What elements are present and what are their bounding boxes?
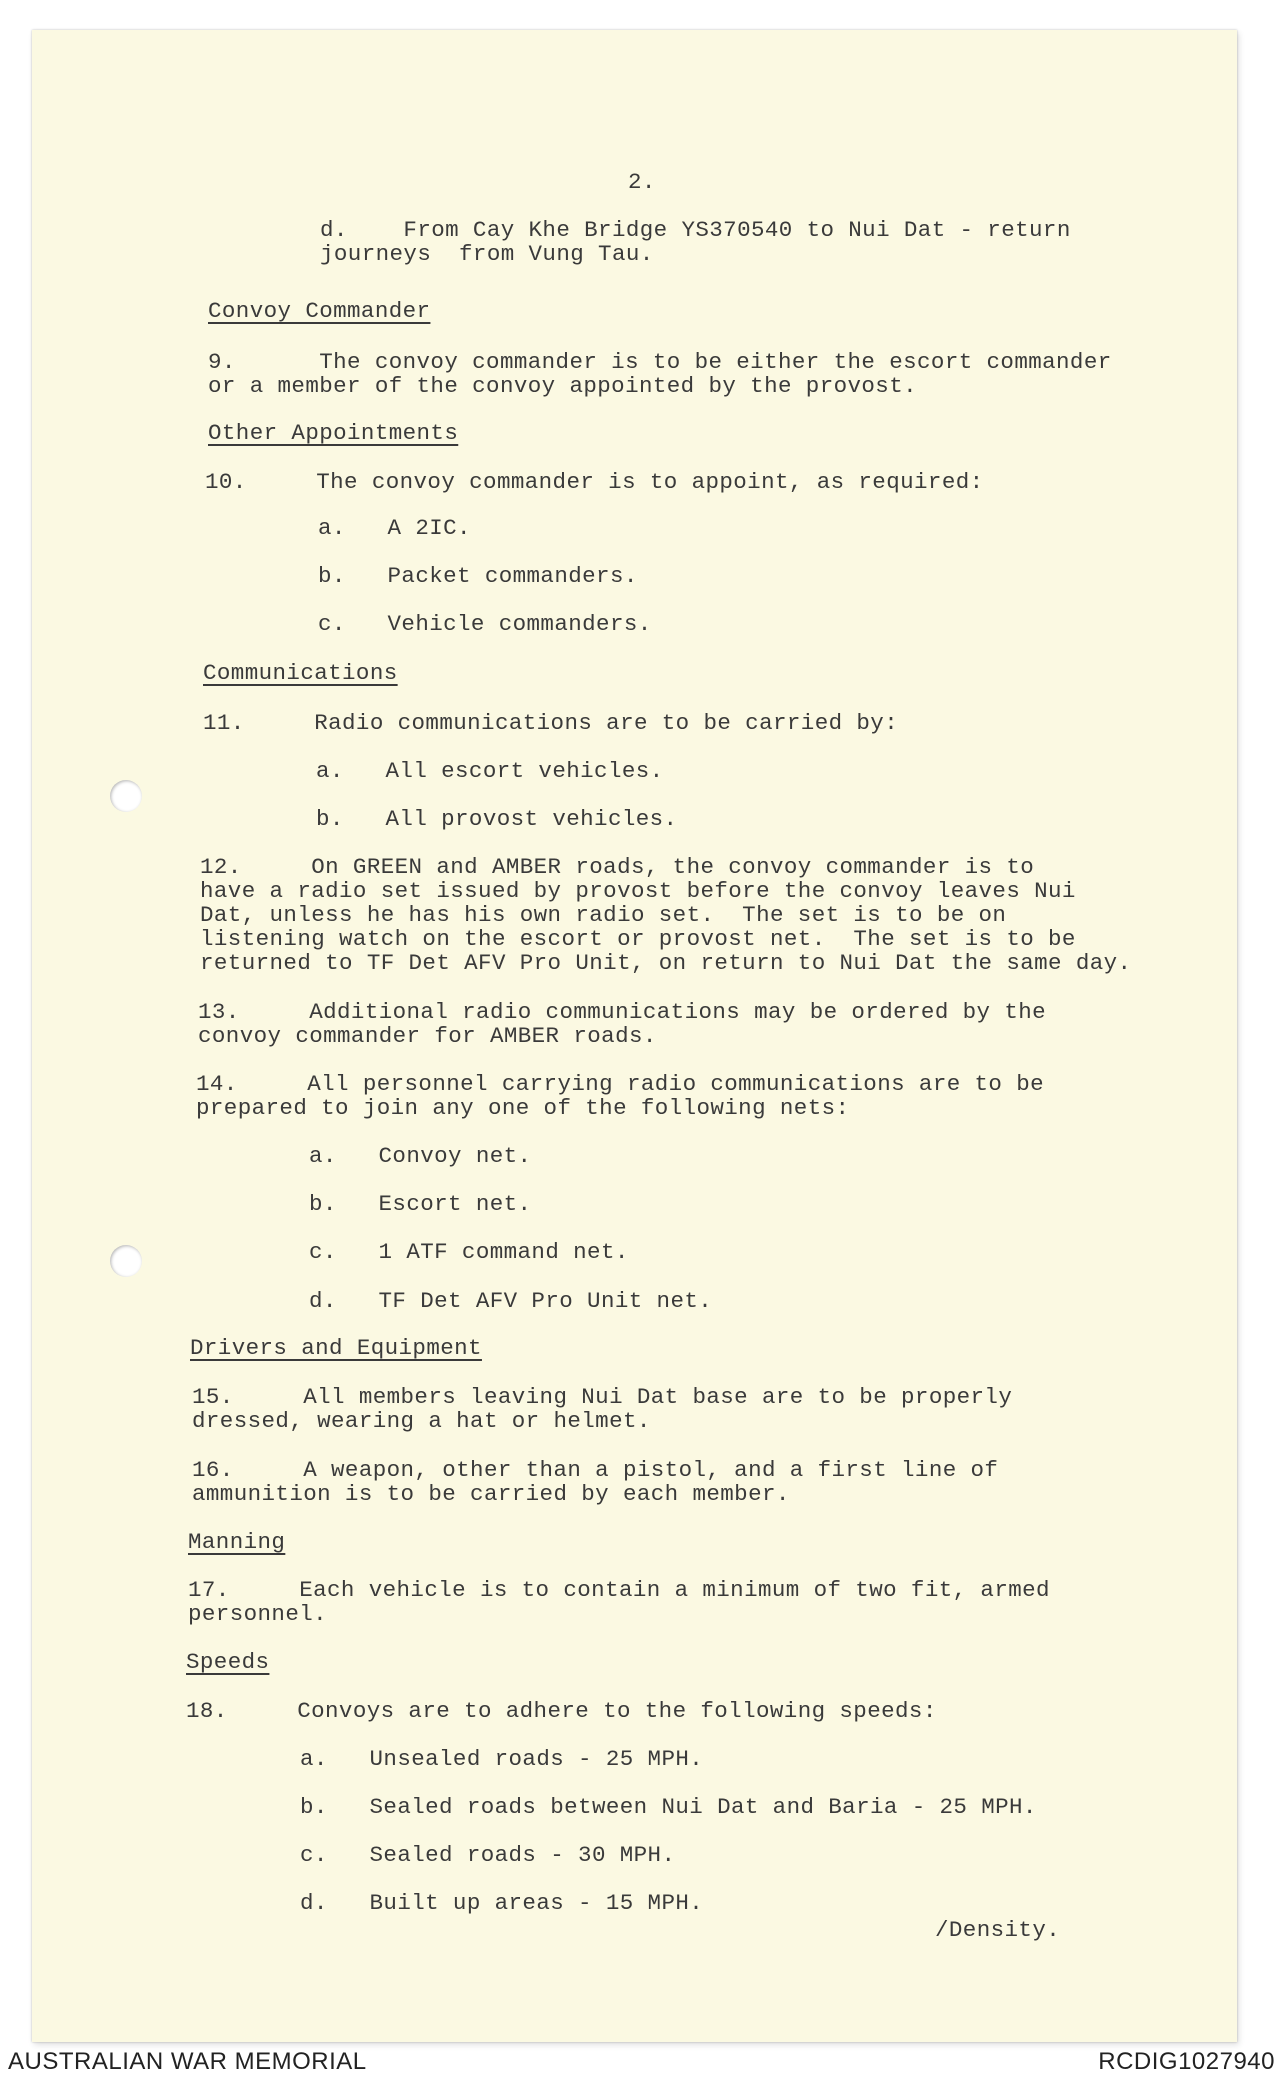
para-9-line2: or a member of the convoy appointed by the provost. — [208, 373, 918, 399]
para-11b: b. All provost vehicles. — [316, 806, 678, 832]
heading-manning: Manning — [188, 1529, 286, 1555]
para-14d: d. TF Det AFV Pro Unit net. — [309, 1288, 713, 1314]
para-18b: b. Sealed roads between Nui Dat and Baria - 25 MPH. — [300, 1794, 1037, 1820]
heading-other-appointments: Other Appointments — [208, 420, 459, 446]
para-13-line1: 13. Additional radio communications may be ordered by the — [198, 999, 1047, 1025]
para-11a: a. All escort vehicles. — [316, 758, 664, 784]
para-9-line1: 9. The convoy commander is to be either the escort commander — [208, 349, 1112, 375]
heading-speeds: Speeds — [186, 1649, 270, 1675]
para-12-line3: Dat, unless he has his own radio set. The set is to be on — [200, 902, 1007, 928]
para-18a: a. Unsealed roads - 25 MPH. — [300, 1746, 704, 1772]
para-12-line1: 12. On GREEN and AMBER roads, the convoy commander is to — [200, 854, 1035, 880]
item-8d-line2: journeys from Vung Tau. — [320, 241, 654, 267]
item-8d-line1: d. From Cay Khe Bridge YS370540 to Nui Dat - return — [320, 217, 1071, 243]
para-14c: c. 1 ATF command net. — [309, 1239, 629, 1265]
para-12-line2: have a radio set issued by provost before the convoy leaves Nui — [200, 878, 1076, 904]
para-18: 18. Convoys are to adhere to the following speeds: — [186, 1698, 937, 1724]
para-10a: a. A 2IC. — [318, 515, 471, 541]
para-14-line2: prepared to join any one of the following nets: — [196, 1095, 850, 1121]
heading-communications: Communications — [203, 660, 398, 686]
para-11: 11. Radio communications are to be carried by: — [203, 710, 899, 736]
para-15-line2: dressed, wearing a hat or helmet. — [192, 1408, 651, 1434]
para-14a: a. Convoy net. — [309, 1143, 532, 1169]
para-17-line1: 17. Each vehicle is to contain a minimum of two fit, armed — [188, 1577, 1050, 1603]
para-17-line2: personnel. — [188, 1601, 328, 1627]
para-12-line4: listening watch on the escort or provost net. The set is to be — [200, 926, 1076, 952]
catchword: /Density. — [935, 1917, 1061, 1943]
para-16-line2: ammunition is to be carried by each member. — [192, 1481, 790, 1507]
para-12-line5: returned to TF Det AFV Pro Unit, on return to Nui Dat the same day. — [200, 950, 1132, 976]
para-15-line1: 15. All members leaving Nui Dat base are to be properly — [192, 1384, 1013, 1410]
para-13-line2: convoy commander for AMBER roads. — [198, 1023, 657, 1049]
heading-drivers-equipment: Drivers and Equipment — [190, 1335, 482, 1361]
para-10: 10. The convoy commander is to appoint, as required: — [205, 469, 984, 495]
footer-archive-name: AUSTRALIAN WAR MEMORIAL — [8, 2048, 367, 2075]
para-16-line1: 16. A weapon, other than a pistol, and a first line of — [192, 1457, 999, 1483]
para-14b: b. Escort net. — [309, 1191, 532, 1217]
punch-hole-lower — [110, 1245, 142, 1277]
footer-reference-id: RCDIG1027940 — [1098, 2048, 1275, 2075]
para-10c: c. Vehicle commanders. — [318, 611, 652, 637]
para-10b: b. Packet commanders. — [318, 563, 638, 589]
page-number: 2. — [628, 169, 656, 195]
heading-convoy-commander: Convoy Commander — [208, 298, 431, 324]
para-18d: d. Built up areas - 15 MPH. — [300, 1890, 704, 1916]
para-14-line1: 14. All personnel carrying radio communications are to be — [196, 1071, 1045, 1097]
para-18c: c. Sealed roads - 30 MPH. — [300, 1842, 676, 1868]
punch-hole-upper — [110, 780, 142, 812]
